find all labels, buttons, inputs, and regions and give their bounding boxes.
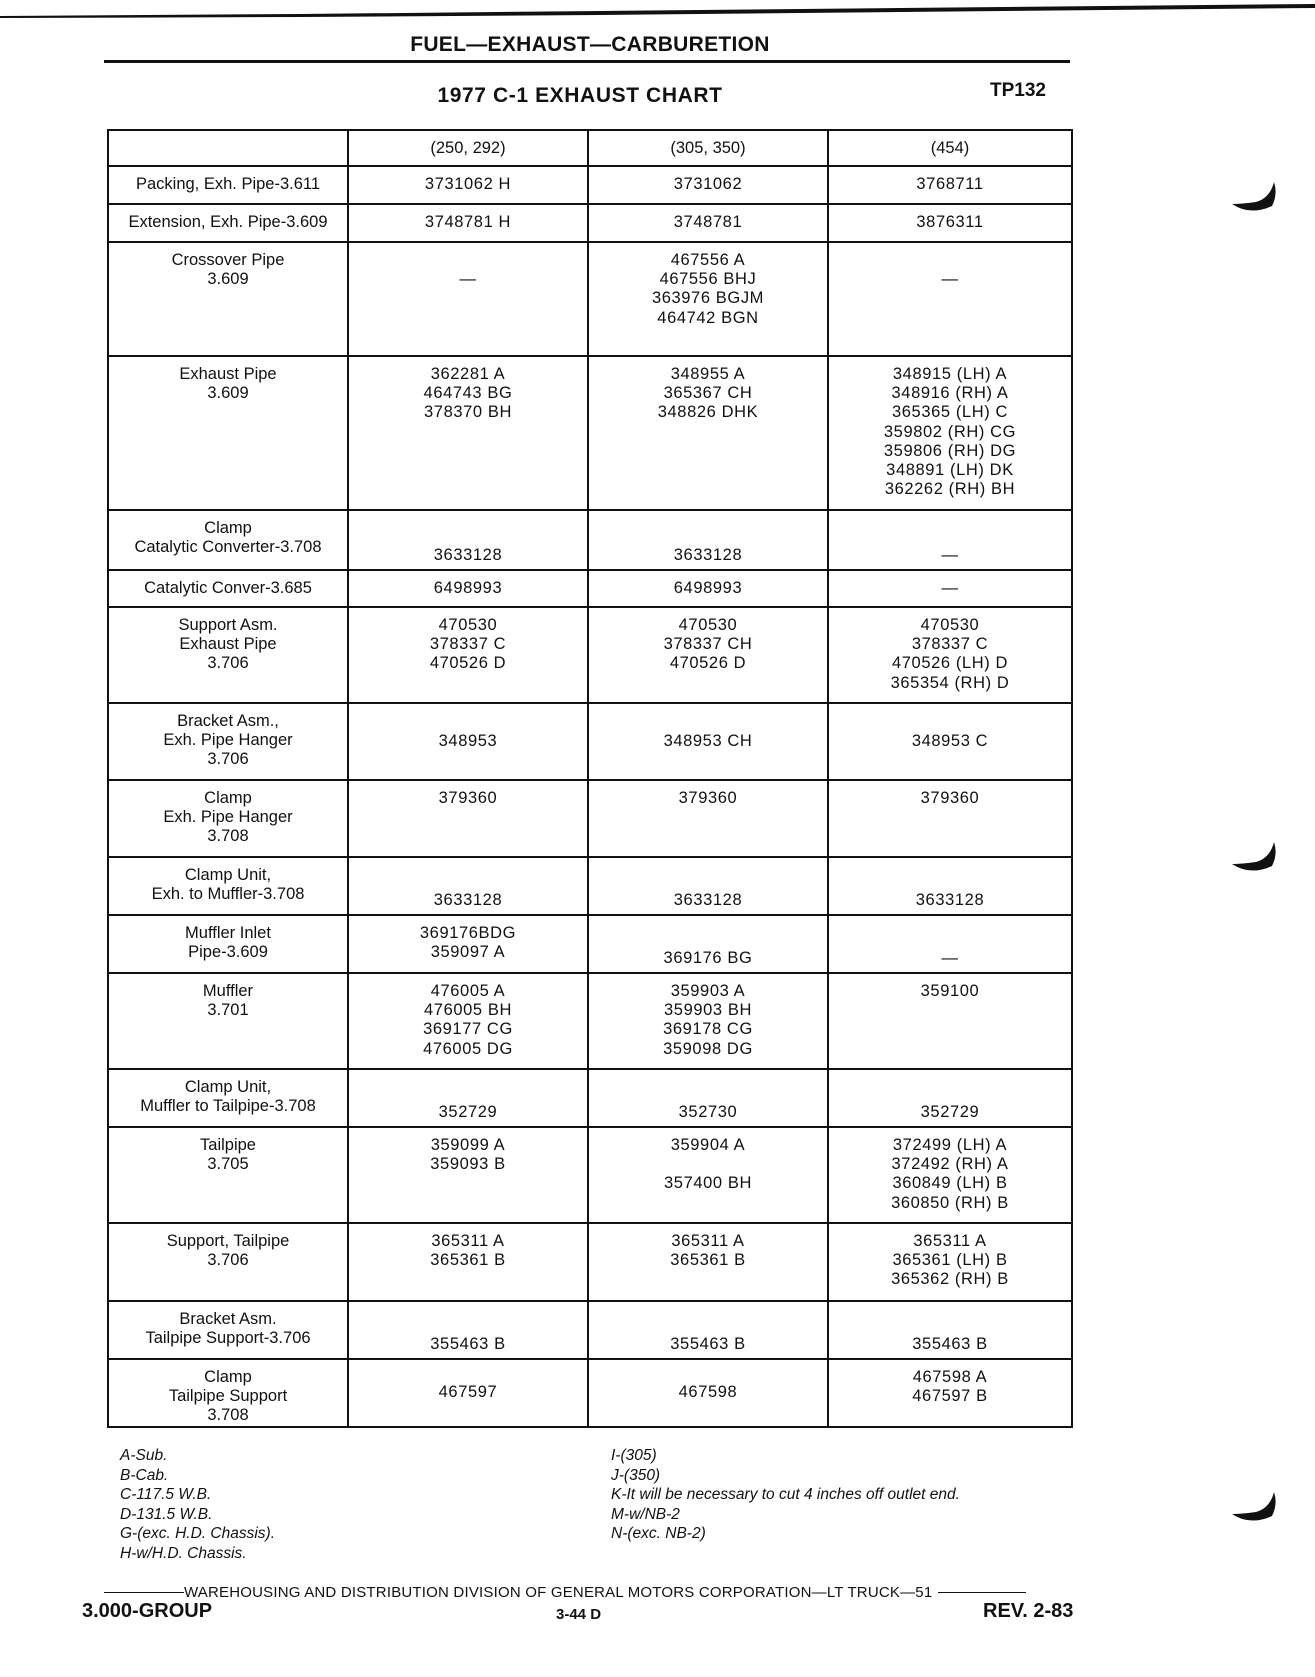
part-cell xyxy=(348,510,588,570)
part-number: 359097 A xyxy=(430,943,506,962)
part-number: 464743 BG xyxy=(423,384,513,403)
part-cell xyxy=(348,780,588,857)
part-description xyxy=(108,915,348,973)
part-number: 467556 A xyxy=(670,251,746,269)
part-cell xyxy=(348,166,588,204)
column-header: (305, 350) xyxy=(588,130,828,166)
part-number: 3768711 xyxy=(916,175,984,194)
description-line: Bracket Asm., xyxy=(177,712,279,730)
description-line: Support Asm. xyxy=(178,616,278,634)
description-line: Exhaust Pipe xyxy=(179,365,277,383)
description-line: Extension, Exh. Pipe-3.609 xyxy=(128,213,328,232)
table-row xyxy=(108,356,1072,510)
description-line: 3.708 xyxy=(207,1406,249,1425)
part-number: 379360 xyxy=(438,789,498,807)
part-number: — xyxy=(941,578,959,597)
part-number: 3633128 xyxy=(673,545,743,564)
part-number: — xyxy=(459,270,477,288)
footnote: H-w/H.D. Chassis. xyxy=(120,1544,247,1562)
part-number: 369177 CG xyxy=(423,1020,513,1039)
description-line: Catalytic Converter-3.708 xyxy=(134,538,322,557)
description-line: Tailpipe Support xyxy=(168,1387,288,1406)
footnote: M-w/NB-2 xyxy=(611,1505,680,1523)
part-description xyxy=(108,242,348,356)
part-cell xyxy=(588,1127,828,1223)
description-line: 3.706 xyxy=(207,654,249,673)
table-row xyxy=(108,915,1072,973)
part-number: 467597 xyxy=(438,1383,498,1402)
table-row xyxy=(108,1069,1072,1127)
description-line: Clamp xyxy=(204,789,252,807)
part-number: 365311 A xyxy=(431,1232,505,1250)
part-cell xyxy=(588,973,828,1069)
part-cell xyxy=(348,703,588,780)
part-description xyxy=(108,1223,348,1301)
part-number: 365354 (RH) D xyxy=(890,673,1010,692)
column-header: (250, 292) xyxy=(348,130,588,166)
part-cell xyxy=(588,1223,828,1301)
part-cell xyxy=(828,166,1072,204)
footer-rule xyxy=(938,1592,1026,1594)
part-description xyxy=(108,166,348,204)
part-number: 348891 (LH) DK xyxy=(886,461,1014,480)
part-number: — xyxy=(941,545,959,564)
part-number: 470530 xyxy=(920,616,980,634)
description-line: Tailpipe Support-3.706 xyxy=(145,1329,311,1348)
part-description xyxy=(108,973,348,1069)
part-number: 348955 A xyxy=(670,365,746,383)
binder-hole-mark xyxy=(1230,1490,1280,1526)
section-title: FUEL—EXHAUST—CARBURETION xyxy=(410,33,770,56)
part-cell xyxy=(828,356,1072,510)
footnote: D-131.5 W.B. xyxy=(120,1505,213,1523)
part-cell xyxy=(348,356,588,510)
binder-hole-mark xyxy=(1230,840,1280,876)
part-number: 365361 B xyxy=(430,1251,506,1270)
description-line: Exh. Pipe Hanger xyxy=(163,808,293,827)
description-line: Clamp Unit, xyxy=(184,866,272,884)
table-row xyxy=(108,166,1072,204)
part-number: 3748781 xyxy=(673,213,743,232)
part-cell xyxy=(828,204,1072,242)
part-number: 359099 A xyxy=(430,1136,506,1154)
part-cell xyxy=(588,204,828,242)
part-cell xyxy=(588,356,828,510)
footnote: B-Cab. xyxy=(120,1466,169,1484)
part-cell xyxy=(348,1359,588,1427)
footnote: A-Sub. xyxy=(120,1447,168,1464)
part-number: 359903 BH xyxy=(664,1001,752,1020)
description-line: Crossover Pipe xyxy=(171,251,285,269)
part-number: 379360 xyxy=(678,789,738,807)
table-row xyxy=(108,703,1072,780)
table-row xyxy=(108,1127,1072,1223)
part-number: 3633128 xyxy=(915,890,985,909)
description-line: Clamp xyxy=(204,519,252,537)
part-number: 359903 A xyxy=(670,982,746,1000)
part-cell xyxy=(348,607,588,703)
description-line: 3.706 xyxy=(207,750,249,769)
part-number: 3731062 H xyxy=(424,175,512,194)
part-number: 365361 B xyxy=(670,1251,746,1270)
part-number: 363976 BGJM xyxy=(651,289,765,308)
part-number: 360850 (RH) B xyxy=(891,1193,1009,1212)
part-number: 355463 B xyxy=(912,1334,988,1353)
part-number: 352729 xyxy=(920,1102,980,1121)
page-code: TP132 xyxy=(990,80,1046,101)
part-cell xyxy=(348,1069,588,1127)
table-row xyxy=(108,1359,1072,1427)
part-cell xyxy=(588,703,828,780)
part-number: 359806 (RH) DG xyxy=(883,441,1017,460)
description-line: Exh. Pipe Hanger xyxy=(163,731,293,750)
table-row xyxy=(108,242,1072,356)
part-number: 372499 (LH) A xyxy=(892,1136,1008,1154)
part-cell xyxy=(588,1359,828,1427)
footnote: C-117.5 W.B. xyxy=(120,1486,212,1503)
part-cell xyxy=(348,204,588,242)
part-number: 379360 xyxy=(920,789,980,807)
part-number: 3876311 xyxy=(916,213,984,232)
part-number: 348953 xyxy=(438,731,498,750)
part-number: 352729 xyxy=(438,1102,498,1121)
part-cell xyxy=(828,857,1072,915)
description-line: Pipe-3.609 xyxy=(188,943,268,962)
part-number: 6498993 xyxy=(673,578,743,597)
part-number: 348953 CH xyxy=(663,731,753,750)
table-row xyxy=(108,607,1072,703)
part-cell xyxy=(828,607,1072,703)
part-number: — xyxy=(941,270,959,288)
revision-label: REV. 2-83 xyxy=(983,1600,1074,1622)
part-cell xyxy=(588,780,828,857)
part-cell xyxy=(348,973,588,1069)
description-line: Muffler xyxy=(202,982,254,1000)
part-number: 359802 (RH) CG xyxy=(883,422,1017,441)
part-number: 467598 A xyxy=(912,1368,988,1386)
part-cell xyxy=(588,1301,828,1359)
part-description xyxy=(108,857,348,915)
part-cell xyxy=(348,915,588,973)
part-number: 470526 D xyxy=(669,654,747,673)
part-number: 470530 xyxy=(438,616,498,634)
chart-title: 1977 C-1 EXHAUST CHART xyxy=(437,84,723,107)
part-number: 360849 (LH) B xyxy=(892,1174,1008,1193)
part-cell xyxy=(348,857,588,915)
part-cell xyxy=(828,570,1072,607)
part-number: 348915 (LH) A xyxy=(892,365,1008,383)
part-number: 378337 C xyxy=(429,635,507,654)
part-description xyxy=(108,1359,348,1427)
part-cell xyxy=(348,242,588,356)
part-cell xyxy=(828,703,1072,780)
description-line: Packing, Exh. Pipe-3.611 xyxy=(135,175,321,194)
footnote: G-(exc. H.D. Chassis). xyxy=(120,1525,276,1542)
footnotes-right xyxy=(611,1446,960,1544)
table-row xyxy=(108,857,1072,915)
part-cell xyxy=(588,570,828,607)
footnote: I-(305) xyxy=(611,1447,657,1464)
part-number: 3748781 H xyxy=(424,213,512,232)
part-number xyxy=(593,1155,823,1174)
part-cell xyxy=(348,570,588,607)
part-number: 362262 (RH) BH xyxy=(884,480,1016,499)
table-row xyxy=(108,510,1072,570)
part-number: 348953 C xyxy=(911,731,989,750)
part-cell xyxy=(348,1223,588,1301)
part-number: 467598 xyxy=(678,1383,738,1402)
part-number: 355463 B xyxy=(670,1334,746,1353)
part-number: 3633128 xyxy=(433,890,503,909)
part-description xyxy=(108,703,348,780)
part-number: 470526 (LH) D xyxy=(891,654,1009,673)
part-cell xyxy=(828,1359,1072,1427)
part-number: 359100 xyxy=(920,982,980,1000)
part-description xyxy=(108,1301,348,1359)
part-cell xyxy=(828,1069,1072,1127)
part-number: 355463 B xyxy=(430,1334,506,1353)
part-cell xyxy=(588,166,828,204)
part-number: 357400 BH xyxy=(664,1174,752,1193)
part-number: 372492 (RH) A xyxy=(891,1155,1009,1174)
footnote: N-(exc. NB-2) xyxy=(611,1525,706,1542)
part-number: 348826 DHK xyxy=(657,403,759,422)
part-cell xyxy=(828,1223,1072,1301)
part-cell xyxy=(828,1127,1072,1223)
description-line: Exhaust Pipe xyxy=(179,635,277,654)
part-cell xyxy=(828,242,1072,356)
part-number: 378337 C xyxy=(911,635,989,654)
part-description xyxy=(108,1127,348,1223)
part-description xyxy=(108,356,348,510)
part-cell xyxy=(828,1301,1072,1359)
description-line: Clamp xyxy=(204,1368,252,1386)
part-number: 369176BDG xyxy=(419,924,517,942)
part-number: 476005 DG xyxy=(423,1039,513,1058)
part-number: 378370 BH xyxy=(424,403,512,422)
part-number: 467597 B xyxy=(912,1387,988,1406)
part-cell xyxy=(348,1127,588,1223)
table-row xyxy=(108,1301,1072,1359)
binder-hole-mark xyxy=(1230,180,1280,216)
footnote: J-(350) xyxy=(611,1466,661,1484)
description-line: Bracket Asm. xyxy=(179,1310,277,1328)
part-number: 352730 xyxy=(678,1102,738,1121)
description-line: 3.706 xyxy=(207,1251,249,1270)
header-row xyxy=(108,130,1072,166)
part-number: 365367 CH xyxy=(663,384,753,403)
table-row xyxy=(108,570,1072,607)
description-line: Muffler Inlet xyxy=(185,924,271,942)
description-line: 3.708 xyxy=(207,827,249,846)
part-description xyxy=(108,607,348,703)
table-row xyxy=(108,204,1072,242)
part-number: 359093 B xyxy=(430,1155,506,1174)
part-description xyxy=(108,780,348,857)
part-cell xyxy=(588,857,828,915)
part-cell xyxy=(828,780,1072,857)
part-cell xyxy=(828,510,1072,570)
part-number: — xyxy=(941,948,959,967)
title-rule xyxy=(104,60,1070,63)
description-line: Exh. to Muffler-3.708 xyxy=(151,885,305,904)
part-number: 359904 A xyxy=(670,1136,746,1154)
part-description xyxy=(108,570,348,607)
part-description xyxy=(108,204,348,242)
part-number: 476005 A xyxy=(430,982,506,1000)
part-cell xyxy=(588,915,828,973)
footnotes-left xyxy=(120,1446,275,1563)
part-description xyxy=(108,1069,348,1127)
part-number: 3633128 xyxy=(673,890,743,909)
part-number: 6498993 xyxy=(433,578,503,597)
footer-division-text: WAREHOUSING AND DISTRIBUTION DIVISION OF GENERAL MOTORS CORPORATION—LT TRUCK—51 xyxy=(184,1584,933,1601)
footer-division-line xyxy=(104,1584,1088,1601)
part-number: 369176 BG xyxy=(663,948,753,967)
part-number: 362281 A xyxy=(430,365,506,383)
description-line: Tailpipe xyxy=(200,1136,256,1154)
part-number: 365365 (LH) C xyxy=(891,403,1009,422)
part-number: 467556 BHJ xyxy=(659,270,757,289)
part-number: 365311 A xyxy=(671,1232,745,1250)
part-number: 369178 CG xyxy=(663,1020,753,1039)
description-line: 3.705 xyxy=(207,1155,249,1174)
part-cell xyxy=(348,1301,588,1359)
exhaust-chart-table xyxy=(107,129,1073,1428)
part-cell xyxy=(828,973,1072,1069)
table-row xyxy=(108,780,1072,857)
part-number: 464742 BGN xyxy=(657,308,759,327)
column-header: (454) xyxy=(828,130,1072,166)
description-line: Muffler to Tailpipe-3.708 xyxy=(140,1097,316,1116)
part-number: 365362 (RH) B xyxy=(891,1270,1009,1289)
table-row xyxy=(108,1223,1072,1301)
part-description xyxy=(108,510,348,570)
page-number: 3-44 D xyxy=(556,1606,602,1623)
group-label: 3.000-GROUP xyxy=(82,1600,213,1622)
description-line: Clamp Unit, xyxy=(184,1078,272,1096)
description-line: 3.609 xyxy=(207,384,249,403)
part-number: 378337 CH xyxy=(663,635,753,654)
part-cell xyxy=(588,242,828,356)
description-line: 3.701 xyxy=(207,1001,249,1020)
part-number: 470530 xyxy=(678,616,738,634)
part-cell xyxy=(588,510,828,570)
part-number: 476005 BH xyxy=(424,1001,512,1020)
part-cell xyxy=(588,607,828,703)
table-row xyxy=(108,973,1072,1069)
description-line: 3.609 xyxy=(207,270,249,289)
part-cell xyxy=(828,915,1072,973)
footnote: K-It will be necessary to cut 4 inches off outlet end. xyxy=(611,1486,960,1503)
part-number: 365311 A xyxy=(913,1232,987,1250)
part-number: 348916 (RH) A xyxy=(891,384,1009,403)
part-number: 3731062 xyxy=(673,175,743,194)
description-line: Support, Tailpipe xyxy=(166,1232,290,1250)
part-number: 3633128 xyxy=(433,545,503,564)
part-number: 470526 D xyxy=(429,654,507,673)
description-line: Catalytic Conver-3.685 xyxy=(144,578,312,597)
scan-top-edge xyxy=(0,2,1315,16)
column-header xyxy=(108,130,348,166)
part-number: 365361 (LH) B xyxy=(892,1251,1008,1270)
part-number: 359098 DG xyxy=(663,1039,753,1058)
footer-rule xyxy=(104,1592,184,1594)
part-cell xyxy=(588,1069,828,1127)
